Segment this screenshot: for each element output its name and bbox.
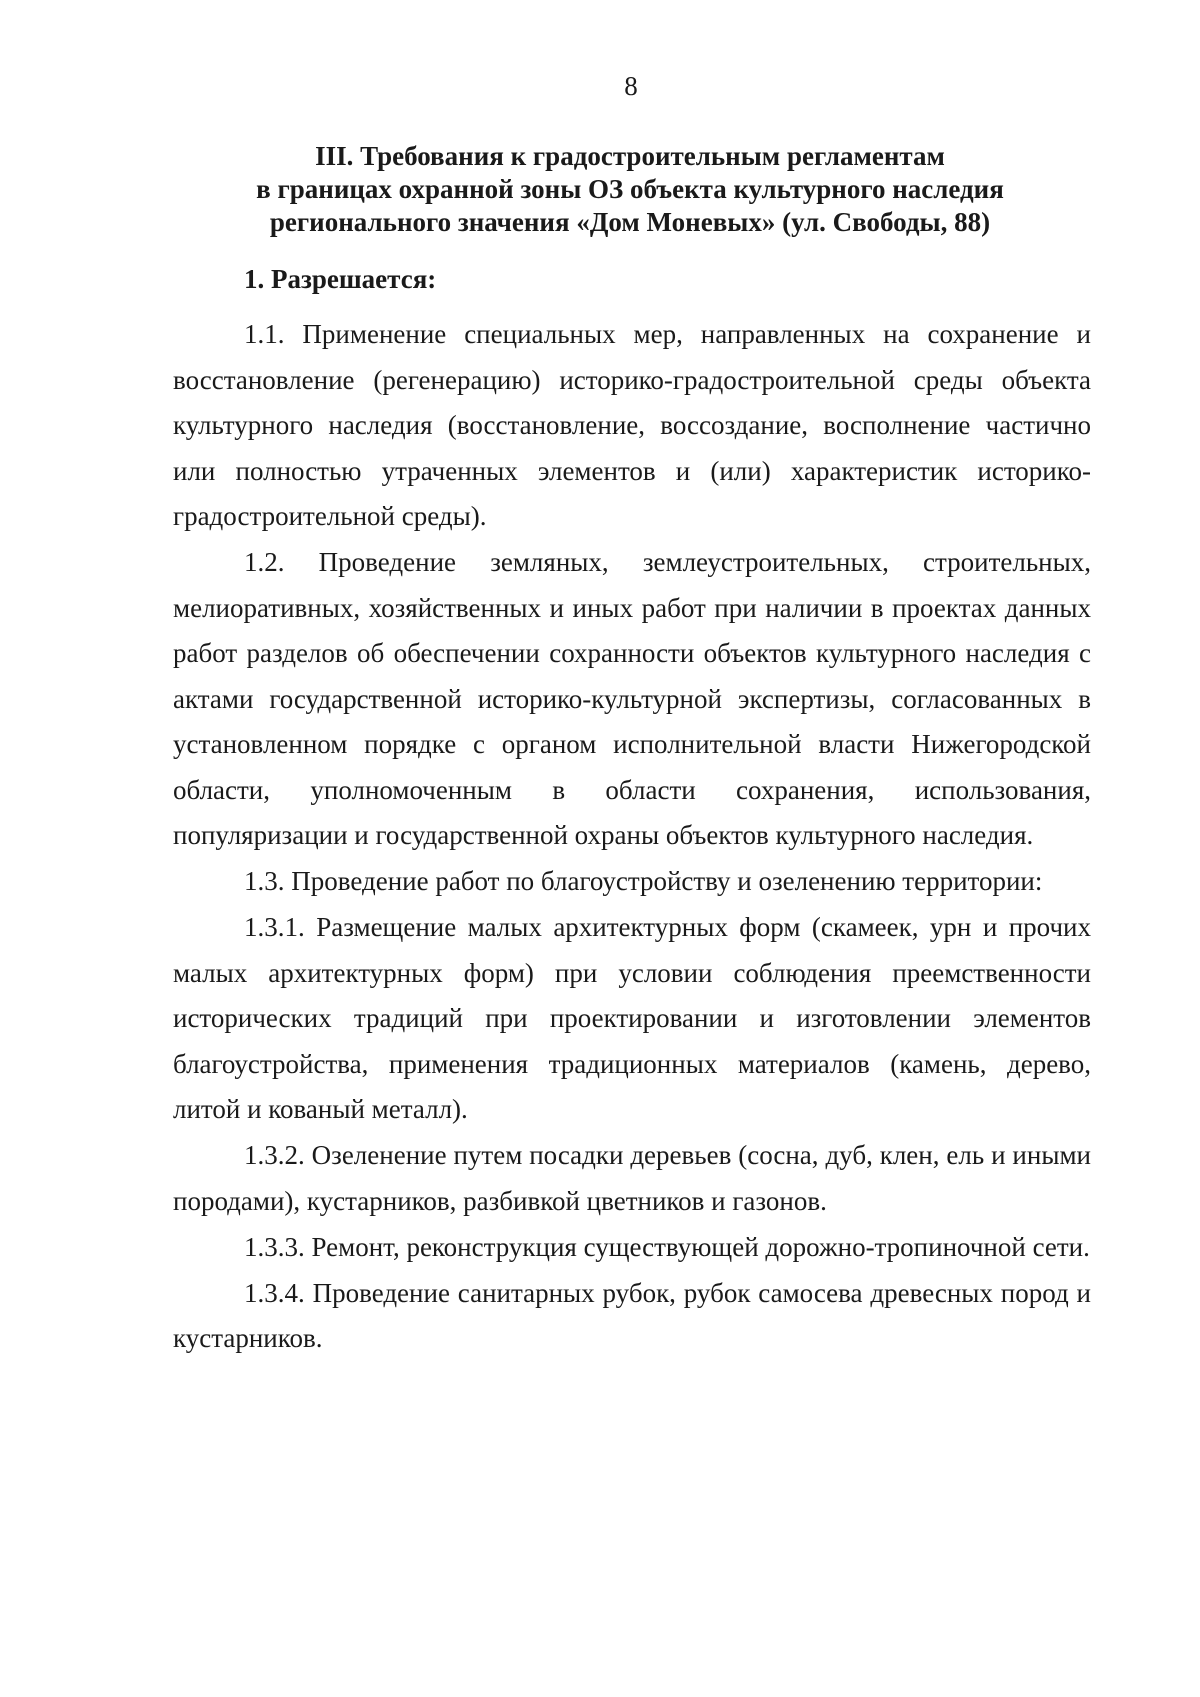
paragraph-1-3-1: 1.3.1. Размещение малых архитектурных форм (скамеек, урн и прочих малых архитектурных форм) при условии соблюдения преемственности исторических традиций при проектировании и изготовлении элементов благоустройства, применения традиционных материалов (камень, дерево, литой и кованый металл). <box>173 912 1091 1124</box>
paragraph-1-3-4: 1.3.4. Проведение санитарных рубок, рубок самосева древесных пород и кустарников. <box>173 1277 1091 1353</box>
section-title <box>160 140 1100 239</box>
section-title-line: регионального значения «Дом Моневых» (ул. Свободы, 88) <box>269 207 991 237</box>
paragraph-1-1: 1.1. Применение специальных мер, направленных на сохранение и восстановление (регенерацию) историко-градостроительной среды объекта культурного наследия (восстановление, воссоздание, восполнение частично или полностью утраченных элементов и (или) характеристик историко-градостроительной среды). <box>173 319 1091 531</box>
paragraph-1-2: 1.2. Проведение земляных, землеустроительных, строительных, мелиоративных, хозяйственных и иных работ при наличии в проектах данных работ разделов об обеспечении сохранности объектов культурного наследия с актами государственной историко-культурной экспертизы, согласованных в установленном порядке с органом исполнительной власти Нижегородской области, уполномоченным в области сохранения, использования, популяризации и государственной охраны объектов культурного наследия. <box>173 547 1091 850</box>
section-title-line: в границах охранной зоны ОЗ объекта культурного наследия <box>256 174 1004 204</box>
section-title-line: III. Требования к градостроительным регламентам <box>315 141 945 171</box>
page-number: 8 <box>624 71 638 101</box>
document-body <box>173 312 1091 1362</box>
paragraph-1-3: 1.3. Проведение работ по благоустройству и озеленению территории: <box>244 866 1043 896</box>
paragraph-1-3-3: 1.3.3. Ремонт, реконструкция существующей дорожно-тропиночной сети. <box>244 1231 1090 1262</box>
subheading-allowed: 1. Разрешается: <box>244 264 437 294</box>
paragraph-1-3-2: 1.3.2. Озеленение путем посадки деревьев (сосна, дуб, клен, ель и иными породами), кустарников, разбивкой цветников и газонов. <box>173 1140 1091 1216</box>
